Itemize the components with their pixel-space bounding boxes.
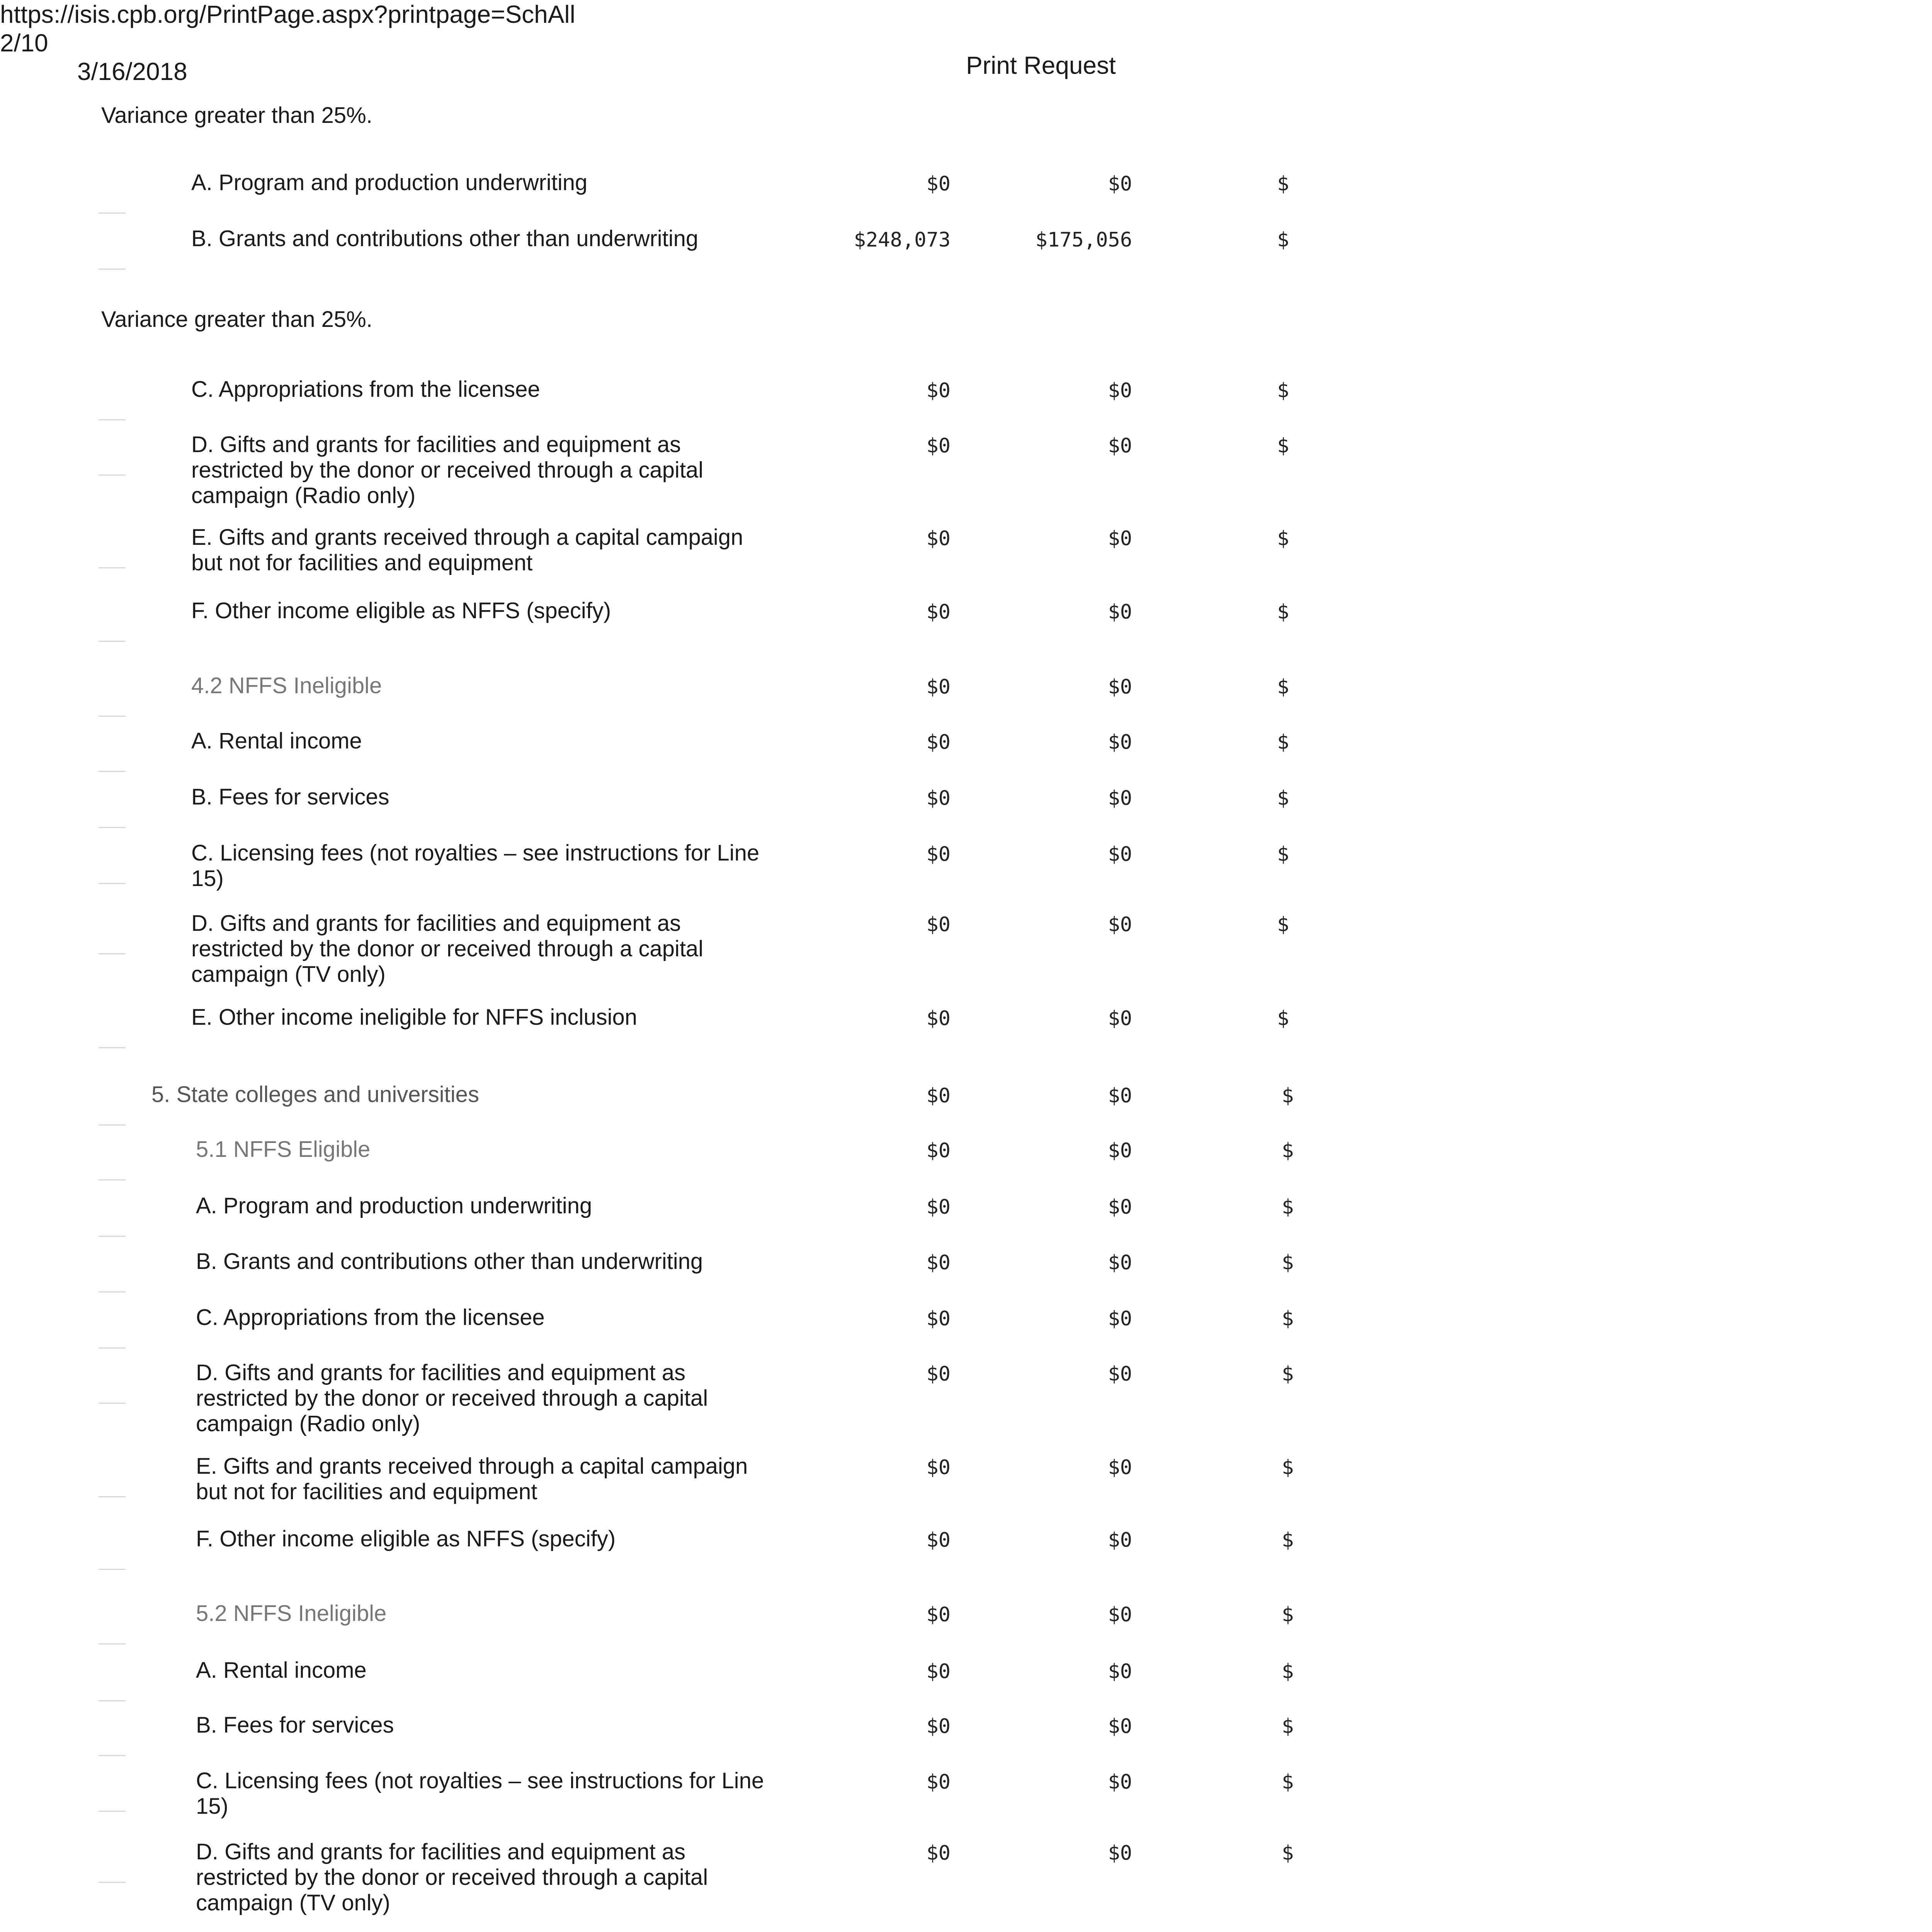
amount-v1: $0 (926, 1007, 951, 1030)
amount-v1: $0 (926, 675, 951, 699)
amount-v1: $0 (926, 1603, 951, 1626)
scan-artifact (99, 1047, 126, 1048)
amount-v2: $0 (1108, 172, 1132, 196)
scan-artifact (99, 1347, 126, 1349)
row-label: A. Program and production underwriting (196, 1193, 592, 1218)
scan-artifact (99, 419, 126, 420)
amount-v2: $0 (1108, 1307, 1132, 1330)
scan-artifact (99, 1403, 126, 1404)
amount-v2: $0 (1108, 1251, 1132, 1274)
amount-v1: $0 (926, 1307, 951, 1330)
amount-v2: $0 (1108, 434, 1132, 457)
scan-artifact (99, 771, 126, 772)
row-label: B. Grants and contributions other than underwriting (191, 226, 699, 251)
scan-artifact (99, 1755, 126, 1756)
amount-v3: $ (1282, 1084, 1294, 1107)
scan-artifact (99, 1124, 126, 1126)
amount-v1: $0 (926, 1251, 951, 1274)
amount-v2: $175,056 (1035, 228, 1132, 252)
amount-v2: $0 (1108, 843, 1132, 866)
amount-v1: $0 (926, 731, 951, 754)
amount-v1: $0 (926, 1770, 951, 1794)
scan-artifact (99, 641, 126, 642)
scan-artifact (99, 474, 126, 476)
amount-v3: $ (1282, 1362, 1294, 1386)
row-label: D. Gifts and grants for facilities and equipment as restricted by the donor or received through a capital campaign (TV only) (191, 911, 704, 987)
amount-v2: $0 (1108, 1084, 1132, 1107)
amount-v2: $0 (1108, 913, 1132, 936)
amount-v2: $0 (1108, 1196, 1132, 1219)
amount-v3: $ (1282, 1196, 1294, 1219)
amount-v2: $0 (1108, 1842, 1132, 1865)
row-label: B. Grants and contributions other than underwriting (196, 1249, 703, 1274)
row-label: B. Fees for services (196, 1713, 394, 1738)
amount-v2: $0 (1108, 731, 1132, 754)
amount-v1: $0 (926, 1456, 951, 1479)
amount-v1: $248,073 (854, 228, 951, 252)
amount-v3: $ (1277, 600, 1289, 624)
scan-artifact (99, 1496, 126, 1497)
amount-v3: $ (1282, 1715, 1294, 1738)
amount-v3: $ (1282, 1139, 1294, 1162)
amount-v3: $ (1282, 1842, 1294, 1865)
row-label: D. Gifts and grants for facilities and equipment as restricted by the donor or received through a capital campaign (TV only) (196, 1839, 708, 1915)
row-label: A. Rental income (196, 1658, 367, 1683)
amount-v1: $0 (926, 527, 951, 550)
row-label: C. Appropriations from the licensee (191, 377, 540, 402)
scan-artifact (99, 1811, 126, 1812)
amount-v1: $0 (926, 1842, 951, 1865)
amount-v3: $ (1277, 379, 1289, 402)
amount-v2: $0 (1108, 379, 1132, 402)
row-label: 5.1 NFFS Eligible (196, 1137, 371, 1162)
amount-v3: $ (1282, 1660, 1294, 1683)
amount-v3: $ (1277, 731, 1289, 754)
row-label: E. Gifts and grants received through a capital campaign but not for facilities and equipment (191, 525, 743, 575)
scan-artifact (99, 1291, 126, 1293)
amount-v3: $ (1282, 1251, 1294, 1274)
amount-v2: $0 (1108, 527, 1132, 550)
amount-v1: $0 (926, 913, 951, 936)
amount-v1: $0 (926, 787, 951, 810)
amount-v2: $0 (1108, 1456, 1132, 1479)
row-label: C. Licensing fees (not royalties – see instructions for Line 15) (191, 840, 760, 891)
scan-artifact (99, 1882, 126, 1883)
row-label: E. Gifts and grants received through a capital campaign but not for facilities and equipment (196, 1454, 748, 1504)
page-title: Print Request (966, 51, 1116, 79)
amount-v1: $0 (926, 1715, 951, 1738)
amount-v3: $ (1282, 1307, 1294, 1330)
amount-v3: $ (1282, 1529, 1294, 1552)
amount-v1: $0 (926, 1196, 951, 1219)
amount-v1: $0 (926, 379, 951, 402)
amount-v3: $ (1277, 913, 1289, 936)
amount-v2: $0 (1108, 675, 1132, 699)
amount-v1: $0 (926, 1529, 951, 1552)
page-number: 2/10 (0, 29, 48, 57)
scan-artifact (99, 1569, 126, 1570)
amount-v2: $0 (1108, 1529, 1132, 1552)
row-label: F. Other income eligible as NFFS (specify) (191, 598, 611, 623)
variance-note: Variance greater than 25%. (101, 307, 372, 332)
amount-v3: $ (1277, 843, 1289, 866)
row-label: 5.2 NFFS Ineligible (196, 1601, 387, 1626)
row-label: A. Rental income (191, 728, 362, 753)
print-date: 3/16/2018 (77, 58, 187, 85)
scan-artifact (99, 883, 126, 884)
amount-v3: $ (1277, 1007, 1289, 1030)
scan-artifact (99, 213, 126, 214)
amount-v2: $0 (1108, 1660, 1132, 1683)
row-label: D. Gifts and grants for facilities and equipment as restricted by the donor or received through a capital campaign (Radio only) (191, 432, 704, 508)
amount-v2: $0 (1108, 1007, 1132, 1030)
scan-artifact (99, 1236, 126, 1237)
amount-v3: $ (1282, 1603, 1294, 1626)
row-label: C. Appropriations from the licensee (196, 1305, 545, 1330)
row-label: F. Other income eligible as NFFS (specify) (196, 1526, 616, 1551)
amount-v3: $ (1282, 1456, 1294, 1479)
row-label: B. Fees for services (191, 784, 389, 810)
amount-v3: $ (1282, 1770, 1294, 1794)
scan-artifact (99, 953, 126, 954)
row-label: 4.2 NFFS Ineligible (191, 673, 382, 698)
amount-v2: $0 (1108, 1139, 1132, 1162)
amount-v1: $0 (926, 1362, 951, 1386)
amount-v2: $0 (1108, 1603, 1132, 1626)
scan-artifact (99, 567, 126, 568)
amount-v3: $ (1277, 434, 1289, 457)
row-label: 5. State colleges and universities (151, 1082, 479, 1107)
amount-v1: $0 (926, 172, 951, 196)
footer-url[interactable]: https://isis.cpb.org/PrintPage.aspx?printpage=SchAll (0, 0, 575, 28)
amount-v2: $0 (1108, 600, 1132, 624)
row-label: A. Program and production underwriting (191, 170, 588, 195)
amount-v3: $ (1277, 787, 1289, 810)
row-label: D. Gifts and grants for facilities and equipment as restricted by the donor or received through a capital campaign (Radio only) (196, 1360, 708, 1436)
amount-v1: $0 (926, 434, 951, 457)
amount-v2: $0 (1108, 1715, 1132, 1738)
scan-artifact (99, 1643, 126, 1645)
amount-v1: $0 (926, 843, 951, 866)
amount-v1: $0 (926, 1139, 951, 1162)
amount-v2: $0 (1108, 787, 1132, 810)
scan-artifact (99, 827, 126, 828)
amount-v3: $ (1277, 172, 1289, 196)
amount-v2: $0 (1108, 1362, 1132, 1386)
row-label: C. Licensing fees (not royalties – see instructions for Line 15) (196, 1768, 764, 1819)
amount-v1: $0 (926, 1660, 951, 1683)
variance-note: Variance greater than 25%. (101, 103, 372, 128)
amount-v1: $0 (926, 600, 951, 624)
amount-v3: $ (1277, 527, 1289, 550)
amount-v2: $0 (1108, 1770, 1132, 1794)
amount-v3: $ (1277, 675, 1289, 699)
scan-artifact (99, 1179, 126, 1180)
row-label: E. Other income ineligible for NFFS inclusion (191, 1005, 638, 1030)
amount-v1: $0 (926, 1084, 951, 1107)
amount-v3: $ (1277, 228, 1289, 252)
scan-artifact (99, 1700, 126, 1701)
scan-artifact (99, 269, 126, 270)
scan-artifact (99, 716, 126, 717)
